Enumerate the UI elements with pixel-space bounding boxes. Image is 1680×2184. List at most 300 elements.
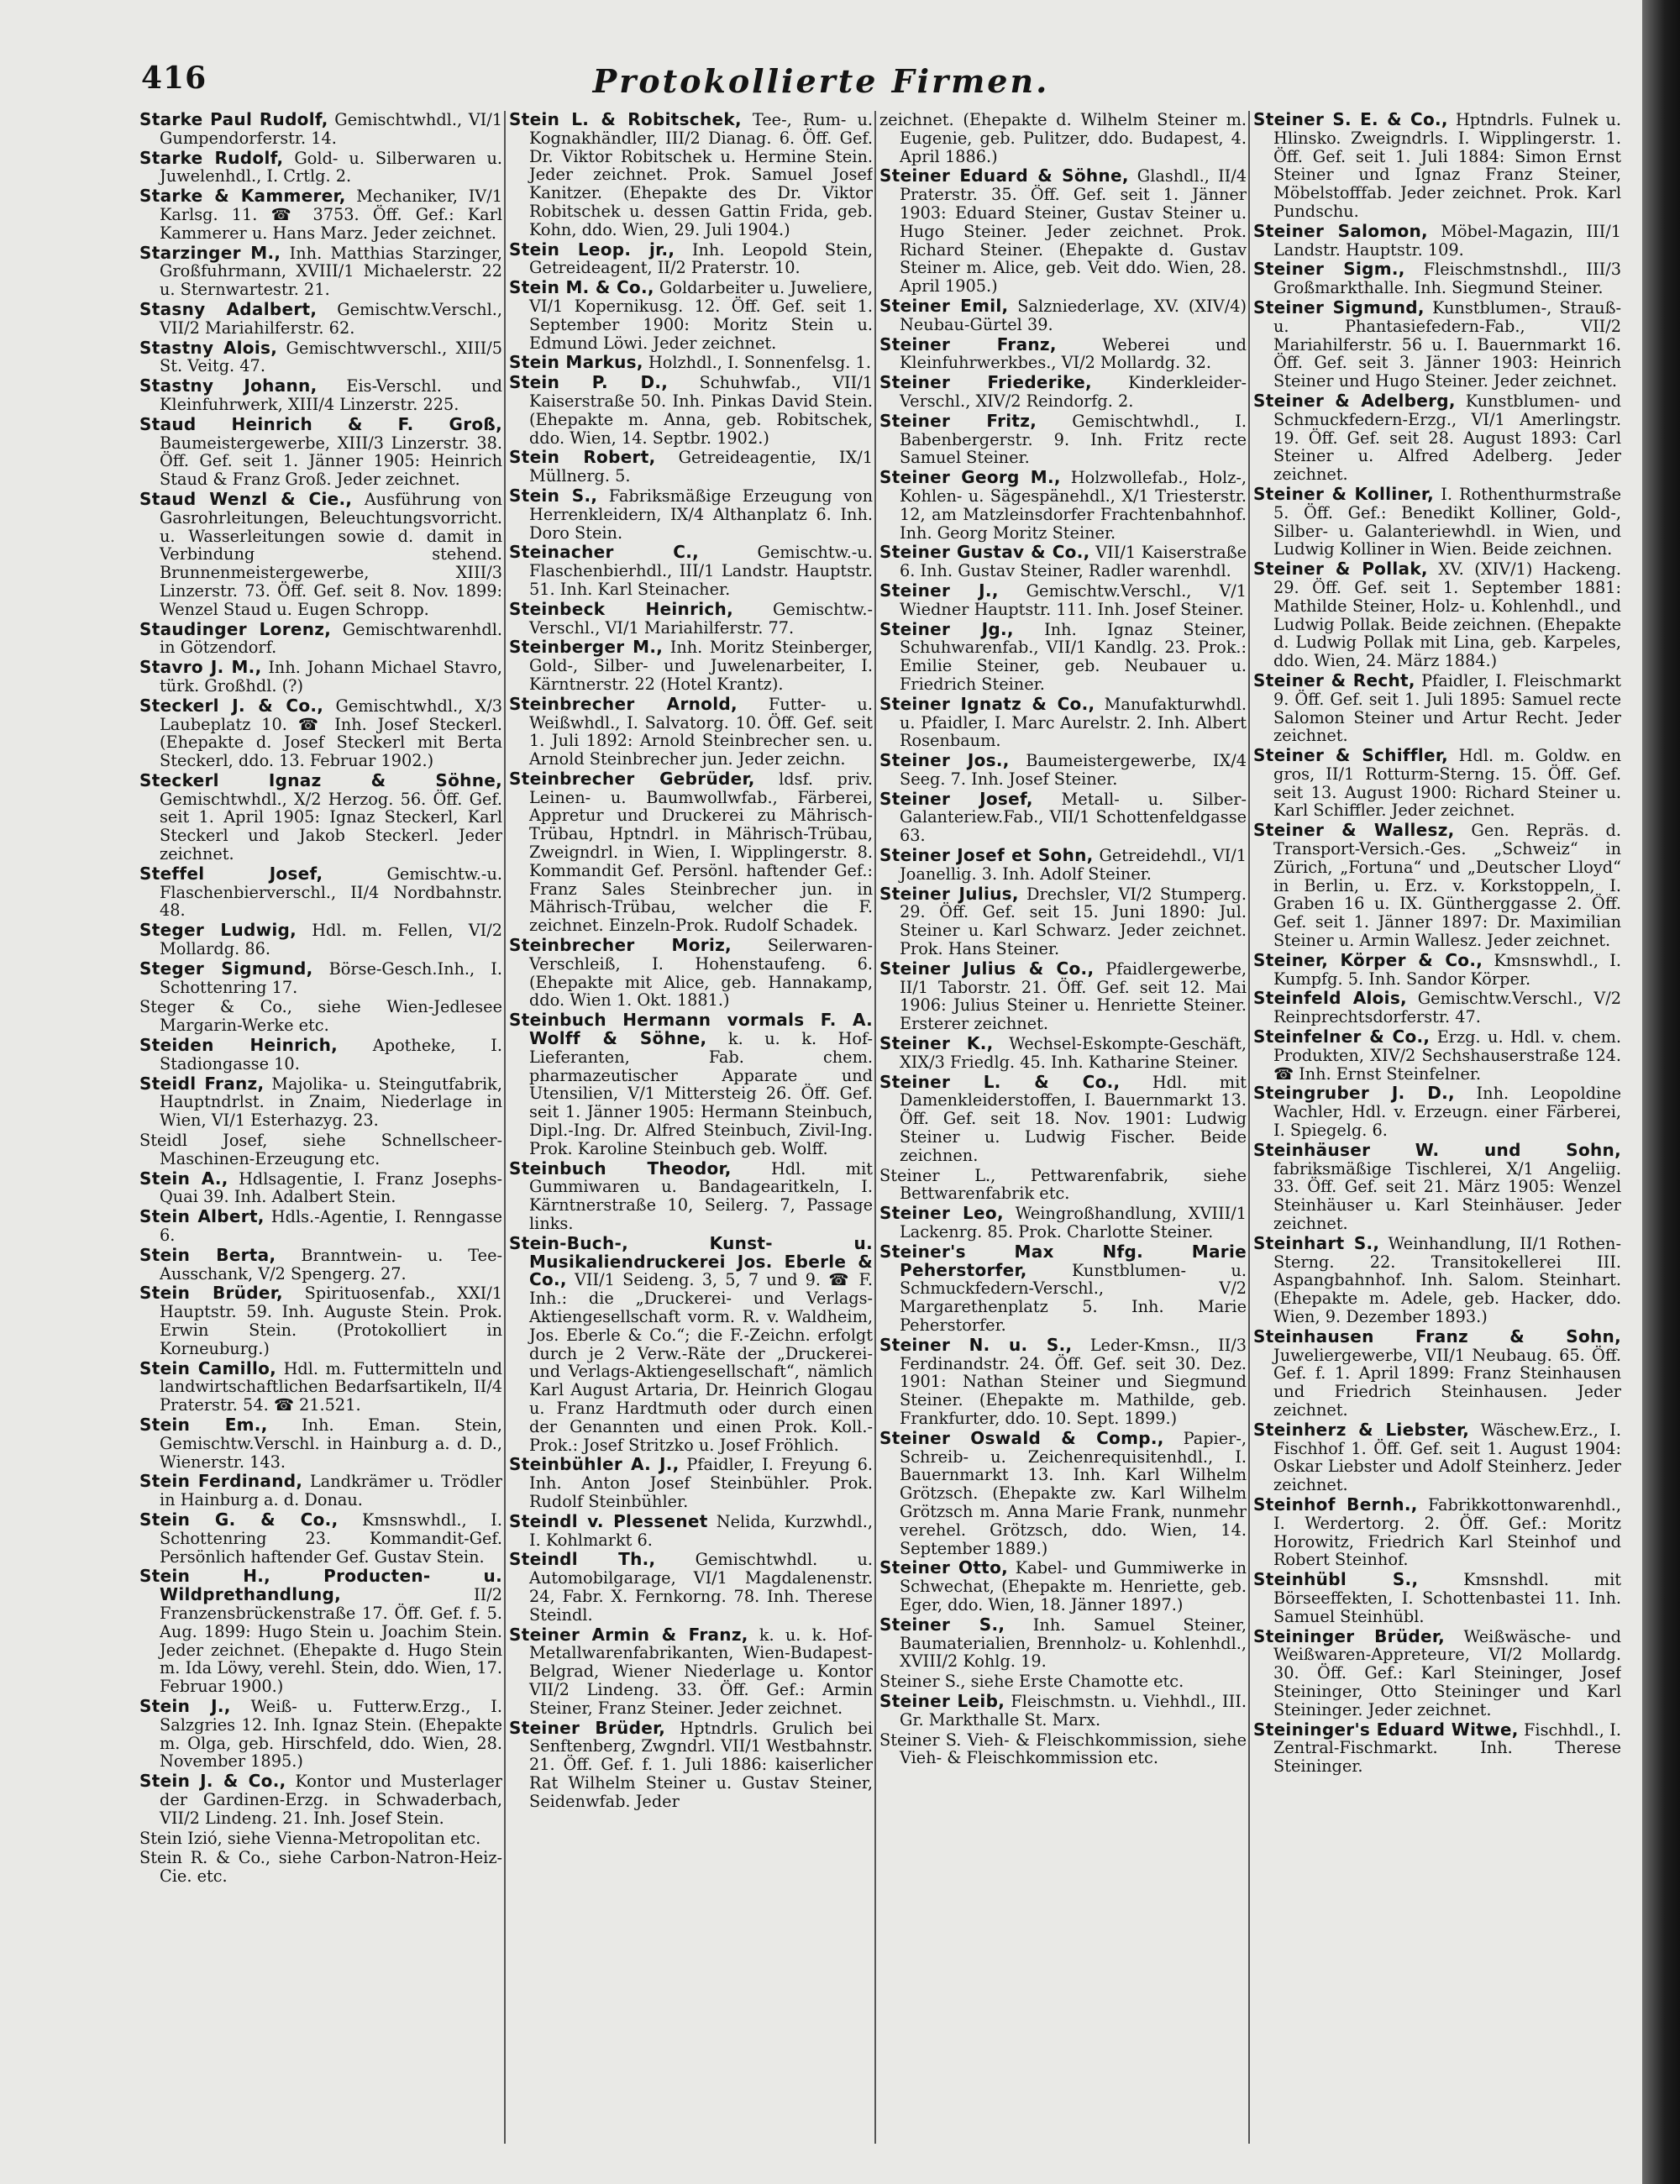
firm-details: Hptndrls. Fulnek u. Hlinsko. Zweigndrls. I. Wipplingerstr. 1. Öff. Gef. seit 1. Juli 1884: Simon Ernst Steiner und Ignaz Franz Steiner, Möbelstofffab. Jeder zeichnet. Prok. Karl Pundschu. [1273, 111, 1621, 221]
firm-entry [139, 1772, 502, 1827]
firm-name: Steinfeld Alois, [1253, 988, 1407, 1009]
firm-name: Steinhart S., [1253, 1232, 1380, 1253]
firm-name: Stastny Alois, [139, 337, 278, 358]
firm-details: Erzg. u. Hdl. v. chem. Produkten, XIV/2 Sechshauserstraße 124. ☎ Inh. Ernst Steinfelner. [1273, 1027, 1621, 1084]
firm-entry [879, 543, 1247, 580]
firm-name: Staud Wenzl & Cie., [139, 488, 353, 509]
firm-name: Steinbrecher Gebrüder, [509, 768, 755, 789]
firm-details: Gemischtw.-u. Flaschenbierverschl., II/4 Nordbahnstr. 48. [160, 864, 502, 921]
firm-details: Gemischtwhdl., X/2 Herzog. 56. Öff. Gef. seit 1. April 1905: Ignaz Steckerl, Karl Steckerl und Jakob Steckerl. Jeder zeichnet. [160, 789, 502, 864]
firm-details: Inh. Leopold Stein, Getreideagent, II/2 Praterstr. 10. [529, 239, 873, 278]
firm-details: Weingroßhandlung, XVIII/1 Lackenrg. 85. Prok. Charlotte Steiner. [900, 1204, 1247, 1242]
firm-name: Steger Ludwig, [139, 920, 297, 941]
firm-entry [139, 1830, 502, 1848]
firm-details: Inh. Samuel Steiner, Baumaterialien, Brennholz- u. Kohlenhdl., XVIII/2 Kohlg. 19. [900, 1614, 1247, 1672]
firm-name: Steiner Sigmund, [1253, 297, 1425, 318]
firm-details: Gemischtw.-Verschl., VI/1 Mariahilferstr. 77. [529, 599, 873, 638]
firm-entry [139, 1131, 502, 1168]
firm-details: k. u. k. Hof-Metallwarenfabrikanten, Wien-Budapest-Belgrad, Wiener Niederlage u. Kontor VII/2 Lindeng. 33. Öff. Gef.: Armin Steiner, Franz Steiner. Jeder zeichnet. [529, 1625, 873, 1718]
firm-name: Steinacher C., [509, 542, 699, 563]
firm-details: Steidl Josef, siehe Schnellscheer-Maschinen-Erzeugung etc. [139, 1131, 502, 1168]
firm-name: Stein S., [509, 485, 598, 506]
firm-details: k. u. k. Hof-Lieferanten, Fab. chem. pharmazeutischer Apparate und Utensilien, V/1 Mittersteig 26. Öff. Gef. seit 1. Jänner 1905: Hermann Steinbuch, Dipl.-Ing. Dr. Alfred Steinbuch, Zivil-Ing. Prok. Karoline Steinbuch geb. Wolff. [529, 1029, 873, 1158]
firm-details: Stein Izió, siehe Vienna-Metropolitan etc. [139, 1828, 481, 1848]
firm-name: Steiner Oswald & Comp., [879, 1427, 1164, 1448]
firm-details: Gemischtwhdl., X/3 Laubeplatz 10. ☎ Inh. Josef Steckerl. (Ehepakte d. Josef Steckerl mit Berta Steckerl, ddo. 13. Februar 1902.) [160, 696, 502, 771]
firm-details: Salzniederlage, XV. (XIV/4) Neubau-Gürtel 39. [900, 296, 1247, 334]
firm-details: Wechsel-Eskompte-Geschäft, XIX/3 Friedlg. 45. Inh. Katharine Steiner. [900, 1034, 1247, 1072]
firm-entry [139, 1357, 502, 1415]
firm-details: VII/1 Kaiserstraße 6. Inh. Gustav Steiner, Radler warenhdl. [900, 543, 1247, 581]
firm-details: Inh. Johann Michael Stavro, türk. Großhdl. (?) [160, 658, 502, 696]
firm-entry [509, 1011, 873, 1158]
column-rule [504, 111, 506, 2144]
firm-name: Steiner Jos., [879, 750, 1010, 771]
firm-entry [1253, 220, 1621, 260]
firm-entry [139, 1416, 502, 1471]
firm-name: Steiner's Max Nfg. Marie Peherstorfer, [879, 1241, 1247, 1280]
firm-name: Steiner S. E. & Co., [1253, 111, 1448, 129]
firm-name: Steiner K., [879, 1033, 994, 1054]
firm-name: Stein J. & Co., [139, 1771, 286, 1792]
firm-name: Starke Rudolf, [139, 147, 284, 168]
firm-details: Steiner S. Vieh- & Fleischkommission, siehe Vieh- & Fleischkommission etc. [879, 1730, 1247, 1768]
firm-name: Steinberger M., [509, 637, 664, 658]
firm-details: Hdls.-Agentie, I. Renngasse 6. [160, 1207, 502, 1246]
firm-details: VII/1 Seideng. 3, 5, 7 und 9. ☎ F. Inh.: die „Druckerei- und Verlags-Aktiengesellschaft vorm. R. v. Waldheim, Jos. Eberle & Co.“; die F.-Zeichn. erfolgt durch je 2 Verw.-Räte der „Druckerei- und Verlags-Aktiengesellschaft“, nämlich Karl August Artaria, Dr. Heinrich Glogau u. Franz Hardtmuth oder durch einen der Genannten und einen Prok. Koll.-Prok.: Josef Stritzko u. Josef Fröhlich. [529, 1270, 873, 1455]
firm-entry [879, 374, 1247, 411]
firm-name: Steinbuch Hermann vormals F. A. Wolff & Söhne, [509, 1010, 873, 1049]
firm-entry [879, 618, 1247, 694]
firm-details: Gemischtwhdl., VI/1 Gumpendorferstr. 14. [160, 111, 502, 148]
firm-entry [1253, 111, 1621, 221]
firm-entry [139, 377, 502, 414]
firm-name: Steiner Otto, [879, 1557, 1009, 1578]
firm-name: Stein Em., [139, 1414, 268, 1435]
firm-name: Steiner J., [879, 580, 999, 601]
firm-details: zeichnet. (Ehepakte d. Wilhelm Steiner m. Eugenie, geb. Pulitzer, ddo. Budapest, 4. April 1886.) [879, 111, 1247, 166]
firm-details: Tee-, Rum- u. Kognakhändler, III/2 Dianag. 6. Öff. Gef. Dr. Viktor Robitschek u. Hermine Stein. Jeder zeichnet. Prok. Samuel Josef Kanitzer. (Ehepakte des Dr. Viktor Robitschek u. dessen Gattin Frida, geb. Kohn, ddo. Wien, 29. Juli 1904.) [529, 111, 873, 239]
firm-entry [1253, 1028, 1621, 1083]
firm-details: Holzwollefab., Holz-, Kohlen- u. Sägespänehdl., X/1 Triesterstr. 12, am Matzleinsdorfer Frachtenbahnhof. Inh. Georg Moritz Steiner. [900, 468, 1247, 543]
firm-entry [879, 1427, 1247, 1558]
firm-entry [509, 1626, 873, 1718]
firm-entry [139, 697, 502, 770]
firm-details: fabriksmäßige Tischlerei, X/1 Angeliig. 33. Öff. Gef. seit 21. März 1905: Wenzel Steinhäuser u. Karl Steinhäuser. Jeder zeichnet. [1273, 1158, 1621, 1234]
firm-name: Steiner Josef, [879, 788, 1033, 809]
firm-name: Steiner & Pollak, [1253, 559, 1428, 580]
firm-details: Drechsler, VI/2 Stumperg. 29. Öff. Gef. seit 15. Juni 1890: Jul. Steiner u. Karl Schwarz. Jeder zeichnet. Prok. Hans Steiner. [900, 884, 1247, 959]
firm-details: Fleischmstn. u. Viehhdl., III. Gr. Markthalle St. Marx. [900, 1691, 1247, 1730]
firm-details: Getreidehdl., VI/1 Joanellig. 3. Inh. Adolf Steiner. [900, 846, 1247, 884]
firm-entry [1253, 1496, 1621, 1569]
firm-details: Branntwein- u. Tee-Ausschank, V/2 Spengerg. 27. [160, 1245, 502, 1284]
firm-entry [1253, 1721, 1621, 1776]
firm-details: Metall- u. Silber-Galanteriew.Fab., VII/1 Schottenfeldgasse 63. [900, 789, 1247, 846]
firm-name: Steinbrecher Arnold, [509, 693, 738, 714]
firm-name: Stein A., [139, 1168, 228, 1189]
firm-details: II/2 Franzensbrückenstraße 17. Öff. Gef. f. 5. Aug. 1899: Hugo Stein u. Joachim Stein. Jeder zeichnet. (Ehepakte d. Hugo Stein m. Ida Löwy, verehl. Stein, ddo. Wien, 17. Februar 1900.) [160, 1585, 502, 1697]
firm-entry [1253, 483, 1621, 559]
firm-name: Steinhäuser W. und Sohn, [1253, 1139, 1621, 1160]
firm-entry [509, 770, 873, 935]
firm-entry [139, 659, 502, 696]
firm-entry [1253, 299, 1621, 391]
firm-details: Futter- u. Weißwhdl., I. Salvatorg. 10. Öff. Gef. seit 1. Juli 1892: Arnold Steinbrecher sen. u. Arnold Steinbrecher jun. Jeder zeichn. [529, 694, 873, 769]
firm-entry [1253, 990, 1621, 1026]
firm-entry [139, 187, 502, 242]
firm-name: Steinbeck Heinrich, [509, 598, 733, 619]
firm-entry [879, 1071, 1247, 1165]
firm-details: Ausführung von Gasrohrleitungen, Beleuchtungsvorricht. u. Wasserleitungen sowie d. damit in Verbindung stehend. Brunnenmeistergewerbe, XIII/3 Linzerstr. 73. Öff. Gef. seit 8. Nov. 1899: Wenzel Staud u. Eugen Schropp. [160, 489, 502, 619]
firm-entry [1253, 822, 1621, 950]
firm-entry [139, 1695, 502, 1772]
firm-details: Hdl. mit Gummiwaren u. Bandagearitkeln, I. Kärntnerstraße 10, Seilerg. 7, Passage links. [529, 1158, 873, 1234]
firm-name: Steiner Fritz, [879, 410, 1037, 431]
firm-name: Steiner Eduard & Söhne, [879, 165, 1129, 186]
firm-entry [139, 618, 502, 658]
firm-name: Stein M. & Co., [509, 277, 654, 298]
firm-details: Inh. Ignaz Steiner, Schuhwarenfab., VII/1 Kandlg. 23. Prok.: Emilie Steiner, geb. Neubauer u. Friedrich Steiner. [900, 619, 1247, 694]
firm-entry [139, 244, 502, 299]
firm-details: Inh. Leopoldine Wachler, Hdl. v. Erzeugn. einer Färberei, I. Spiegelg. 6. [1273, 1084, 1621, 1141]
page-number: 416 [141, 60, 207, 96]
firm-entry [509, 374, 873, 447]
firm-entry [509, 1160, 873, 1233]
firm-entry [509, 279, 873, 352]
firm-details: Steiner S., siehe Erste Chamotte etc. [879, 1672, 1184, 1692]
firm-name: Steiner Julius & Co., [879, 958, 1095, 979]
firm-details: Apotheke, I. Stadiongasse 10. [160, 1036, 502, 1074]
firm-details: Hdl. m. Goldw. en gros, II/1 Rotturm-Sterng. 15. Öff. Gef. seit 13. August 1900: Richard Steiner u. Karl Schiffler. Jeder zeichnet. [1273, 746, 1621, 821]
firm-entry [879, 1336, 1247, 1428]
firm-entry [879, 790, 1247, 845]
firm-name: Steiner, Körper & Co., [1253, 949, 1483, 970]
firm-name: Steindl v. Plessenet [509, 1510, 708, 1531]
firm-entry [879, 1731, 1247, 1768]
firm-name: Stein Ferdinand, [139, 1471, 303, 1492]
firm-entry [139, 111, 502, 148]
firm-name: Starke Paul Rudolf, [139, 111, 328, 129]
firm-name: Steininger's Eduard Witwe, [1253, 1719, 1519, 1740]
firm-name: Steiner & Kolliner, [1253, 483, 1435, 504]
firm-entry [879, 297, 1247, 334]
firm-entry [509, 1510, 873, 1550]
firm-details: Gen. Repräs. d. Transport-Versich.-Ges. „Schweiz“ in Zürich, „Fortuna“ und „Deutscher Lloyd“ in Berlin, u. Erz. v. Korkstoppeln, I. Graben 16 u. IX. Güntherggasse 2. Öff. Gef. seit 1. Jänner 1897: Dr. Maximilian Steiner u. Armin Wallesz. Jeder zeichnet. [1273, 821, 1621, 951]
firm-entry [879, 847, 1247, 884]
firm-details: Weiß- u. Futterw.Erzg., I. Salzgries 12. Inh. Ignaz Stein. (Ehepakte m. Olga, geb. Hirschfeld, ddo. Wien, 28. November 1895.) [160, 1696, 502, 1772]
firm-name: Steinbühler A. J., [509, 1454, 680, 1475]
firm-name: Steiner Josef et Sohn, [879, 845, 1094, 866]
firm-entry [139, 865, 502, 920]
firm-details: Steger & Co., siehe Wien-Jedlesee Margarin-Werke etc. [139, 997, 502, 1036]
firm-entry [139, 1284, 502, 1357]
firm-details: Inh. Matthias Starzinger, Großfuhrmann, XVIII/1 Michaelerstr. 22 u. Sternwartestr. 21. [160, 243, 502, 300]
firm-entry [1253, 1328, 1621, 1420]
firm-name: Steinhübl S., [1253, 1569, 1419, 1590]
firm-entry [1253, 392, 1621, 484]
firm-details: Kmsnswhdl., I. Kumpfg. 5. Inh. Sandor Körper. [1273, 950, 1621, 989]
firm-details: Weberei und Kleinfuhrwerkbes., VI/2 Mollardg. 32. [900, 334, 1247, 373]
firm-entry [509, 693, 873, 769]
firm-details: Gemischtwverschl., XIII/5 St. Veitg. 47. [160, 338, 502, 376]
firm-name: Steinfelner & Co., [1253, 1026, 1431, 1047]
firm-entry [879, 693, 1247, 751]
firm-entry [509, 449, 873, 486]
firm-details: Kunstblumen- und Schmuckfedern-Erzg., VI/1 Amerlingstr. 19. Öff. Gef. seit 28. August 1893: Carl Steiner u. Alfred Adelberg. Jeder zeichnet. [1273, 391, 1621, 485]
firm-entry [139, 413, 502, 490]
firm-entry [139, 147, 502, 186]
firm-entry [139, 488, 502, 619]
firm-entry [1253, 747, 1621, 820]
firm-name: Stein-Buch-, Kunst- u. Musikaliendruckerei Jos. Eberle & Co., [509, 1232, 873, 1290]
firm-entry [879, 1167, 1247, 1204]
firm-details: Eis-Verschl. und Kleinfuhrwerk, XIII/4 Linzerstr. 225. [160, 376, 502, 414]
firm-entry [1253, 1084, 1621, 1139]
firm-entry [879, 1243, 1247, 1335]
firm-name: Steiner S., [879, 1614, 1005, 1635]
firm-entry [879, 1035, 1247, 1072]
firm-name: Steiner Ignatz & Co., [879, 693, 1095, 714]
firm-details: Baumeistergewerbe, XIII/3 Linzerstr. 38. Öff. Gef. seit 1. Jänner 1905: Heinrich Staud & Franz Groß. Jeder zeichnet. [160, 433, 502, 490]
firm-name: Stein L. & Robitschek, [509, 111, 742, 129]
running-title: Protokollierte Firmen. [592, 62, 1050, 100]
firm-name: Stastny Johann, [139, 375, 318, 396]
firm-entry [139, 298, 502, 338]
firm-name: Stein Berta, [139, 1244, 276, 1265]
firm-details: Hptndrls. Grulich bei Senftenberg, Zwgndrl. VII/1 Westbahnstr. 21. Öff. Gef. f. 1. Juli 1886: kaiserlicher Rat Wilhelm Steiner u. Gustav Steiner, Seidenwfab. Jeder [529, 1718, 873, 1811]
column-rule [874, 111, 876, 2144]
firm-entry [139, 1037, 502, 1074]
firm-details: Manufakturwhdl. u. Pfaidler, I. Marc Aurelstr. 2. Inh. Albert Rosenbaum. [900, 694, 1247, 751]
firm-entry [139, 998, 502, 1035]
firm-details: Seilerwaren-Verschleiß, I. Hohenstaufeng. 6. (Ehepakte mit Alice, geb. Hannakamp, ddo. Wien 1. Okt. 1881.) [529, 936, 873, 1011]
firm-details: Kmsnshdl. mit Börseeffekten, I. Schottenbastei 11. Inh. Samuel Steinhübl. [1273, 1570, 1621, 1626]
firm-entry [139, 769, 502, 864]
firm-name: Staud Heinrich & F. Groß, [139, 413, 502, 434]
firm-entry [139, 1473, 502, 1509]
firm-details: Fabriksmäßige Erzeugung von Herrenkleidern, IX/4 Althanplatz 6. Inh. Doro Stein. [529, 486, 873, 543]
firm-details: Möbel-Magazin, III/1 Landstr. Hauptstr. 109. [1273, 221, 1621, 260]
column-4 [1253, 111, 1621, 2152]
firm-entry [509, 1456, 873, 1510]
firm-details: Papier-, Schreib- u. Zeichenrequisitenhdl., I. Bauernmarkt 13. Inh. Karl Wilhelm Grötzsch. (Ehepakte zw. Karl Wilhelm Grötzsch m. Anna Marie Frank, nunmehr verehel. Grötzsch, ddo. Wien, 14. September 1889.) [900, 1428, 1247, 1558]
firm-details: Baumeistergewerbe, IX/4 Seeg. 7. Inh. Josef Steiner. [900, 751, 1247, 789]
firm-name: Steinhausen Franz & Sohn, [1253, 1326, 1621, 1347]
firm-name: Stein P. D., [509, 372, 669, 393]
column-2 [509, 111, 873, 2152]
firm-name: Steiner Gustav & Co., [879, 542, 1090, 563]
firm-details: XV. (XIV/1) Hackeng. 29. Öff. Gef. seit 1. September 1881: Mathilde Steiner, Holz- u. Kohlenhdl., und Ludwig Pollak. Beide zeichnen. (Ehepakte d. Ludwig Pollak mit Lina, geb. Karpeles, ddo. Wien, 24. März 1884.) [1273, 559, 1621, 671]
firm-name: Stein J., [139, 1695, 231, 1716]
firm-details: Weißwäsche- und Weißwaren-Appreteure, VI/2 Mollardg. 30. Öff. Gef.: Karl Steininger, Josef Steininger, Otto Steininger und Karl Steininger. Jeder zeichnet. [1273, 1626, 1621, 1719]
scan-edge-shadow [1642, 0, 1680, 2184]
firm-name: Steinbrecher Moriz, [509, 935, 732, 956]
column-3 [879, 111, 1247, 2152]
firm-details: Gemischtw.Verschl., VII/2 Mariahilferstr. 62. [160, 299, 502, 338]
firm-entry [879, 111, 1247, 165]
firm-details: Inh. Moritz Steinberger, Gold-, Silber- und Juwelenarbeiter, I. Kärntnerstr. 22 (Hotel Krantz). [529, 638, 873, 694]
firm-details: I. Rothenthurmstraße 5. Öff. Gef.: Benedikt Kolliner, Gold-, Silber- u. Galanteriewhdl. in Wien, und Ludwig Kolliner in Wien. Beide zeichnen. [1273, 484, 1621, 559]
firm-entry [139, 339, 502, 376]
firm-entry [1253, 1571, 1621, 1625]
firm-details: Hdlsagentie, I. Franz Josephs-Quai 39. Inh. Adalbert Stein. [160, 1168, 502, 1207]
firm-name: Steger Sigmund, [139, 958, 313, 979]
firm-name: Steckerl J. & Co., [139, 695, 324, 716]
firm-name: Stein Albert, [139, 1206, 265, 1227]
firm-entry [139, 1244, 502, 1284]
firm-entry [509, 543, 873, 598]
firm-entry [509, 937, 873, 1010]
firm-details: Kontor und Musterlager der Gardinen-Erzg. in Schwaderbach, VII/2 Lindeng. 21. Inh. Josef Stein. [160, 1772, 502, 1828]
firm-entry [1253, 260, 1621, 297]
firm-details: Hdl. mit Damenkleiderstoffen, I. Bauernmarkt 13. Öff. Gef. seit 18. Nov. 1901: Ludwig Steiner u. Ludwig Fischer. Beide zeichnen. [900, 1072, 1247, 1165]
firm-name: Stein Robert, [509, 447, 656, 468]
firm-details: Pfaidler, I. Freyung 6. Inh. Anton Josef Steinbühler. Prok. Rudolf Steinbühler. [529, 1455, 873, 1511]
firm-name: Steiner Armin & Franz, [509, 1624, 748, 1645]
firm-entry [139, 1208, 502, 1245]
firm-entry [1253, 669, 1621, 746]
firm-name: Steiner Leo, [879, 1203, 1004, 1224]
firm-name: Steckerl Ignaz & Söhne, [139, 769, 502, 790]
firm-name: Stein Brüder, [139, 1283, 283, 1304]
firm-details: Gemischtwhdl., I. Babenbergerstr. 9. Inh. Fritz recte Samuel Steiner. [900, 411, 1247, 468]
firm-details: Börse-Gesch.Inh., I. Schottenring 17. [160, 958, 502, 997]
firm-name: Steiner & Adelberg, [1253, 390, 1456, 411]
firm-details: Goldarbeiter u. Juweliere, VI/1 Kopernikusg. 12. Öff. Gef. seit 1. September 1900: Moritz Stein u. Edmund Löwi. Jeder zeichnet. [529, 278, 873, 353]
firm-name: Steffel Josef, [139, 863, 323, 884]
firm-entry [879, 1690, 1247, 1730]
firm-entry [1253, 1232, 1621, 1326]
firm-name: Steininger Brüder, [1253, 1625, 1445, 1646]
firm-entry [879, 412, 1247, 467]
firm-entry [139, 1567, 502, 1696]
firm-name: Steinherz & Liebster, [1253, 1419, 1470, 1440]
firm-details: Gemischtwhdl. u. Automobilgarage, VI/1 Magdalenenstr. 24, Fabr. X. Fernkorng. 78. Inh. Therese Steindl. [529, 1550, 873, 1625]
firm-details: Steiner L., Pettwarenfabrik, siehe Bettwarenfabrik etc. [879, 1165, 1247, 1204]
firm-details: Glashdl., II/4 Praterstr. 35. Öff. Gef. seit 1. Jänner 1903: Eduard Steiner, Gustav Steiner u. Hugo Steiner. Jeder zeichnet. Prok. Richard Steiner. (Ehepakte d. Gustav Steiner m. Alice, geb. Veit ddo. Wien, 28. April 1905.) [900, 166, 1247, 297]
firm-name: Stein Camillo, [139, 1357, 277, 1378]
firm-entry [509, 1232, 873, 1455]
firm-entry [509, 241, 873, 278]
firm-details: Getreideagentie, IX/1 Müllnerg. 5. [529, 448, 873, 486]
firm-entry [879, 1559, 1247, 1614]
firm-name: Steiner & Recht, [1253, 669, 1415, 690]
firm-details: Fleischmstnshdl., III/3 Großmarkthalle. Inh. Siegmund Steiner. [1273, 260, 1621, 298]
firm-name: Steiner & Wallesz, [1253, 820, 1455, 841]
firm-details: Stein R. & Co., siehe Carbon-Natron-Heiz-Cie. etc. [139, 1848, 502, 1887]
firm-entry [139, 1511, 502, 1566]
firm-entry [879, 469, 1247, 542]
firm-name: Stein Leop. jr., [509, 239, 675, 260]
firm-entry [879, 582, 1247, 619]
firm-entry [1253, 949, 1621, 989]
firm-details: Gold- u. Silberwaren u. Juwelenhdl., I. Crtlg. 2. [160, 148, 502, 186]
firm-name: Stein Markus, [509, 352, 643, 373]
firm-name: Stein H., Producten- u. Wildprethandlung, [139, 1566, 502, 1605]
firm-name: Steiden Heinrich, [139, 1035, 339, 1056]
firm-details: Schuhwfab., VII/1 Kaiserstraße 50. Inh. Pinkas David Stein. (Ehepakte m. Anna, geb. Robitschek, ddo. Wien, 14. Septbr. 1902.) [529, 373, 873, 448]
firm-details: Gemischtw.Verschl., V/1 Wiedner Hauptstr. 111. Inh. Josef Steiner. [900, 580, 1247, 619]
firm-details: Kunstblumen-, Strauß- u. Phantasiefedern-Fab., VII/2 Mariahilferstr. 56 u. I. Bauernmarkt 16. Öff. Gef. seit 3. Jänner 1903: Heinrich Steiner und Hugo Steiner. Jeder zeichnet. [1273, 297, 1621, 391]
firm-entry [879, 1616, 1247, 1671]
firm-entry [509, 354, 873, 372]
firm-details: Spirituosenfab., XXI/1 Hauptstr. 59. Inh. Auguste Stein. Prok. Erwin Stein. (Protokolliert in Korneuburg.) [160, 1284, 502, 1358]
firm-name: Steinbuch Theodor, [509, 1158, 732, 1179]
firm-entry [509, 598, 873, 638]
firm-name: Stein G. & Co., [139, 1509, 339, 1530]
firm-name: Stavro J. M., [139, 657, 262, 678]
firm-details: Gemischtwarenhdl. in Götzendorf. [160, 619, 502, 658]
firm-entry [139, 1170, 502, 1207]
firm-details: Hdl. m. Fellen, VI/2 Mollardg. 86. [160, 921, 502, 959]
firm-name: Steiner Salomon, [1253, 220, 1428, 241]
firm-details: Kmsnswhdl., I. Schottenring 23. Kommandit-Gef. Persönlich haftender Gef. Gustav Stein. [160, 1509, 502, 1567]
firm-details: Holzhdl., I. Sonnenfelsg. 1. [643, 353, 871, 373]
firm-name: Steindl Th., [509, 1549, 656, 1570]
firm-entry [879, 1672, 1247, 1691]
firm-entry [139, 921, 502, 958]
firm-details: Fischhdl., I. Zentral-Fischmarkt. Inh. Therese Steininger. [1273, 1719, 1621, 1777]
firm-entry [139, 1075, 502, 1130]
firm-entry [879, 885, 1247, 958]
firm-entry [879, 1205, 1247, 1242]
firm-name: Staudinger Lorenz, [139, 618, 332, 639]
firm-details: Kabel- und Gummiwerke in Schwechat, (Ehepakte m. Henriette, geb. Eger, ddo. Wien, 18. Jänner 1897.) [900, 1558, 1247, 1614]
firm-entry [1253, 1421, 1621, 1494]
firm-name: Steiner Franz, [879, 333, 1057, 354]
firm-name: Steingruber J. D., [1253, 1083, 1455, 1104]
firm-details: Leder-Kmsn., II/3 Ferdinandstr. 24. Öff. Gef. seit 30. Dez. 1901: Nathan Steiner und Siegmund Steiner. (Ehepakte m. Mathilde, geb. Frankfurter, ddo. 10. Sept. 1899.) [900, 1335, 1247, 1428]
firm-details: Fabrikkottonwarenhdl., I. Werdertorg. 2. Öff. Gef.: Moritz Horowitz, Friedrich Karl Steinhof und Robert Steinhof. [1273, 1494, 1621, 1570]
firm-entry [1253, 1625, 1621, 1719]
firm-details: Kinderkleider-Verschl., XIV/2 Reindorfg. 2. [900, 373, 1247, 411]
firm-entry [1253, 1139, 1621, 1234]
firm-name: Steiner Sigm., [1253, 259, 1405, 280]
firm-entry [1253, 560, 1621, 670]
firm-details: Wäschew.Erz., I. Fischhof 1. Öff. Gef. seit 1. August 1904: Oskar Liebster und Adolf Steinherz. Jeder zeichnet. [1273, 1420, 1621, 1495]
firm-name: Steiner L. & Co., [879, 1071, 1121, 1092]
firm-name: Steidl Franz, [139, 1073, 265, 1094]
firm-entry [879, 167, 1247, 296]
firm-entry [139, 1849, 502, 1886]
firm-name: Steiner N. u. S., [879, 1334, 1073, 1355]
firm-details: Juweliergewerbe, VII/1 Neubaug. 65. Öff. Gef. f. 1. April 1899: Franz Steinhausen und Friedrich Steinhausen. Jeder zeichnet. [1273, 1345, 1621, 1420]
firm-entry [509, 487, 873, 542]
firm-details: Hdl. m. Futtermitteln und landwirtschaftlichen Bedarfsartikeln, II/4 Praterstr. 54. ☎ 21.521. [160, 1358, 502, 1415]
firm-name: Steiner Leib, [879, 1690, 1005, 1711]
firm-details: Gemischtw.-u. Flaschenbierhdl., III/1 Landstr. Hauptstr. 51. Inh. Karl Steinacher. [529, 543, 873, 599]
firm-details: Nelida, Kurzwhdl., I. Kohlmarkt 6. [529, 1511, 873, 1550]
firm-entry [509, 111, 873, 239]
firm-entry [139, 960, 502, 997]
firm-name: Starzinger M., [139, 242, 281, 263]
firm-name: Stasny Adalbert, [139, 298, 318, 319]
firm-details: Landkrämer u. Trödler in Hainburg a. d. Donau. [160, 1472, 502, 1510]
firm-entry [879, 752, 1247, 789]
firm-name: Steiner Julius, [879, 883, 1019, 904]
firm-details: Gemischtw.Verschl., V/2 Reinprechtsdorferstr. 47. [1273, 989, 1621, 1027]
firm-entry [879, 960, 1247, 1033]
firm-details: Kunstblumen- u. Schmuckfedern-Verschl., V/2 Margarethenplatz 5. Inh. Marie Peherstorfer. [900, 1260, 1247, 1335]
firm-details: Pfaidler, I. Fleischmarkt 9. Öff. Gef. seit 1. Juli 1895: Samuel recte Salomon Steiner und Artur Recht. Jeder zeichnet. [1273, 670, 1621, 746]
firm-name: Steiner Brüder, [509, 1717, 666, 1738]
firm-name: Steiner Jg., [879, 618, 1014, 639]
firm-name: Steinhof Bernh., [1253, 1494, 1418, 1515]
firm-name: Steiner Emil, [879, 295, 1009, 316]
firm-details: Majolika- u. Steingutfabrik, Hauptndrlst. in Znaim, Niederlage in Wien, VI/1 Esterhazyg. 23. [160, 1074, 502, 1131]
firm-name: Steiner & Schiffler, [1253, 745, 1449, 766]
